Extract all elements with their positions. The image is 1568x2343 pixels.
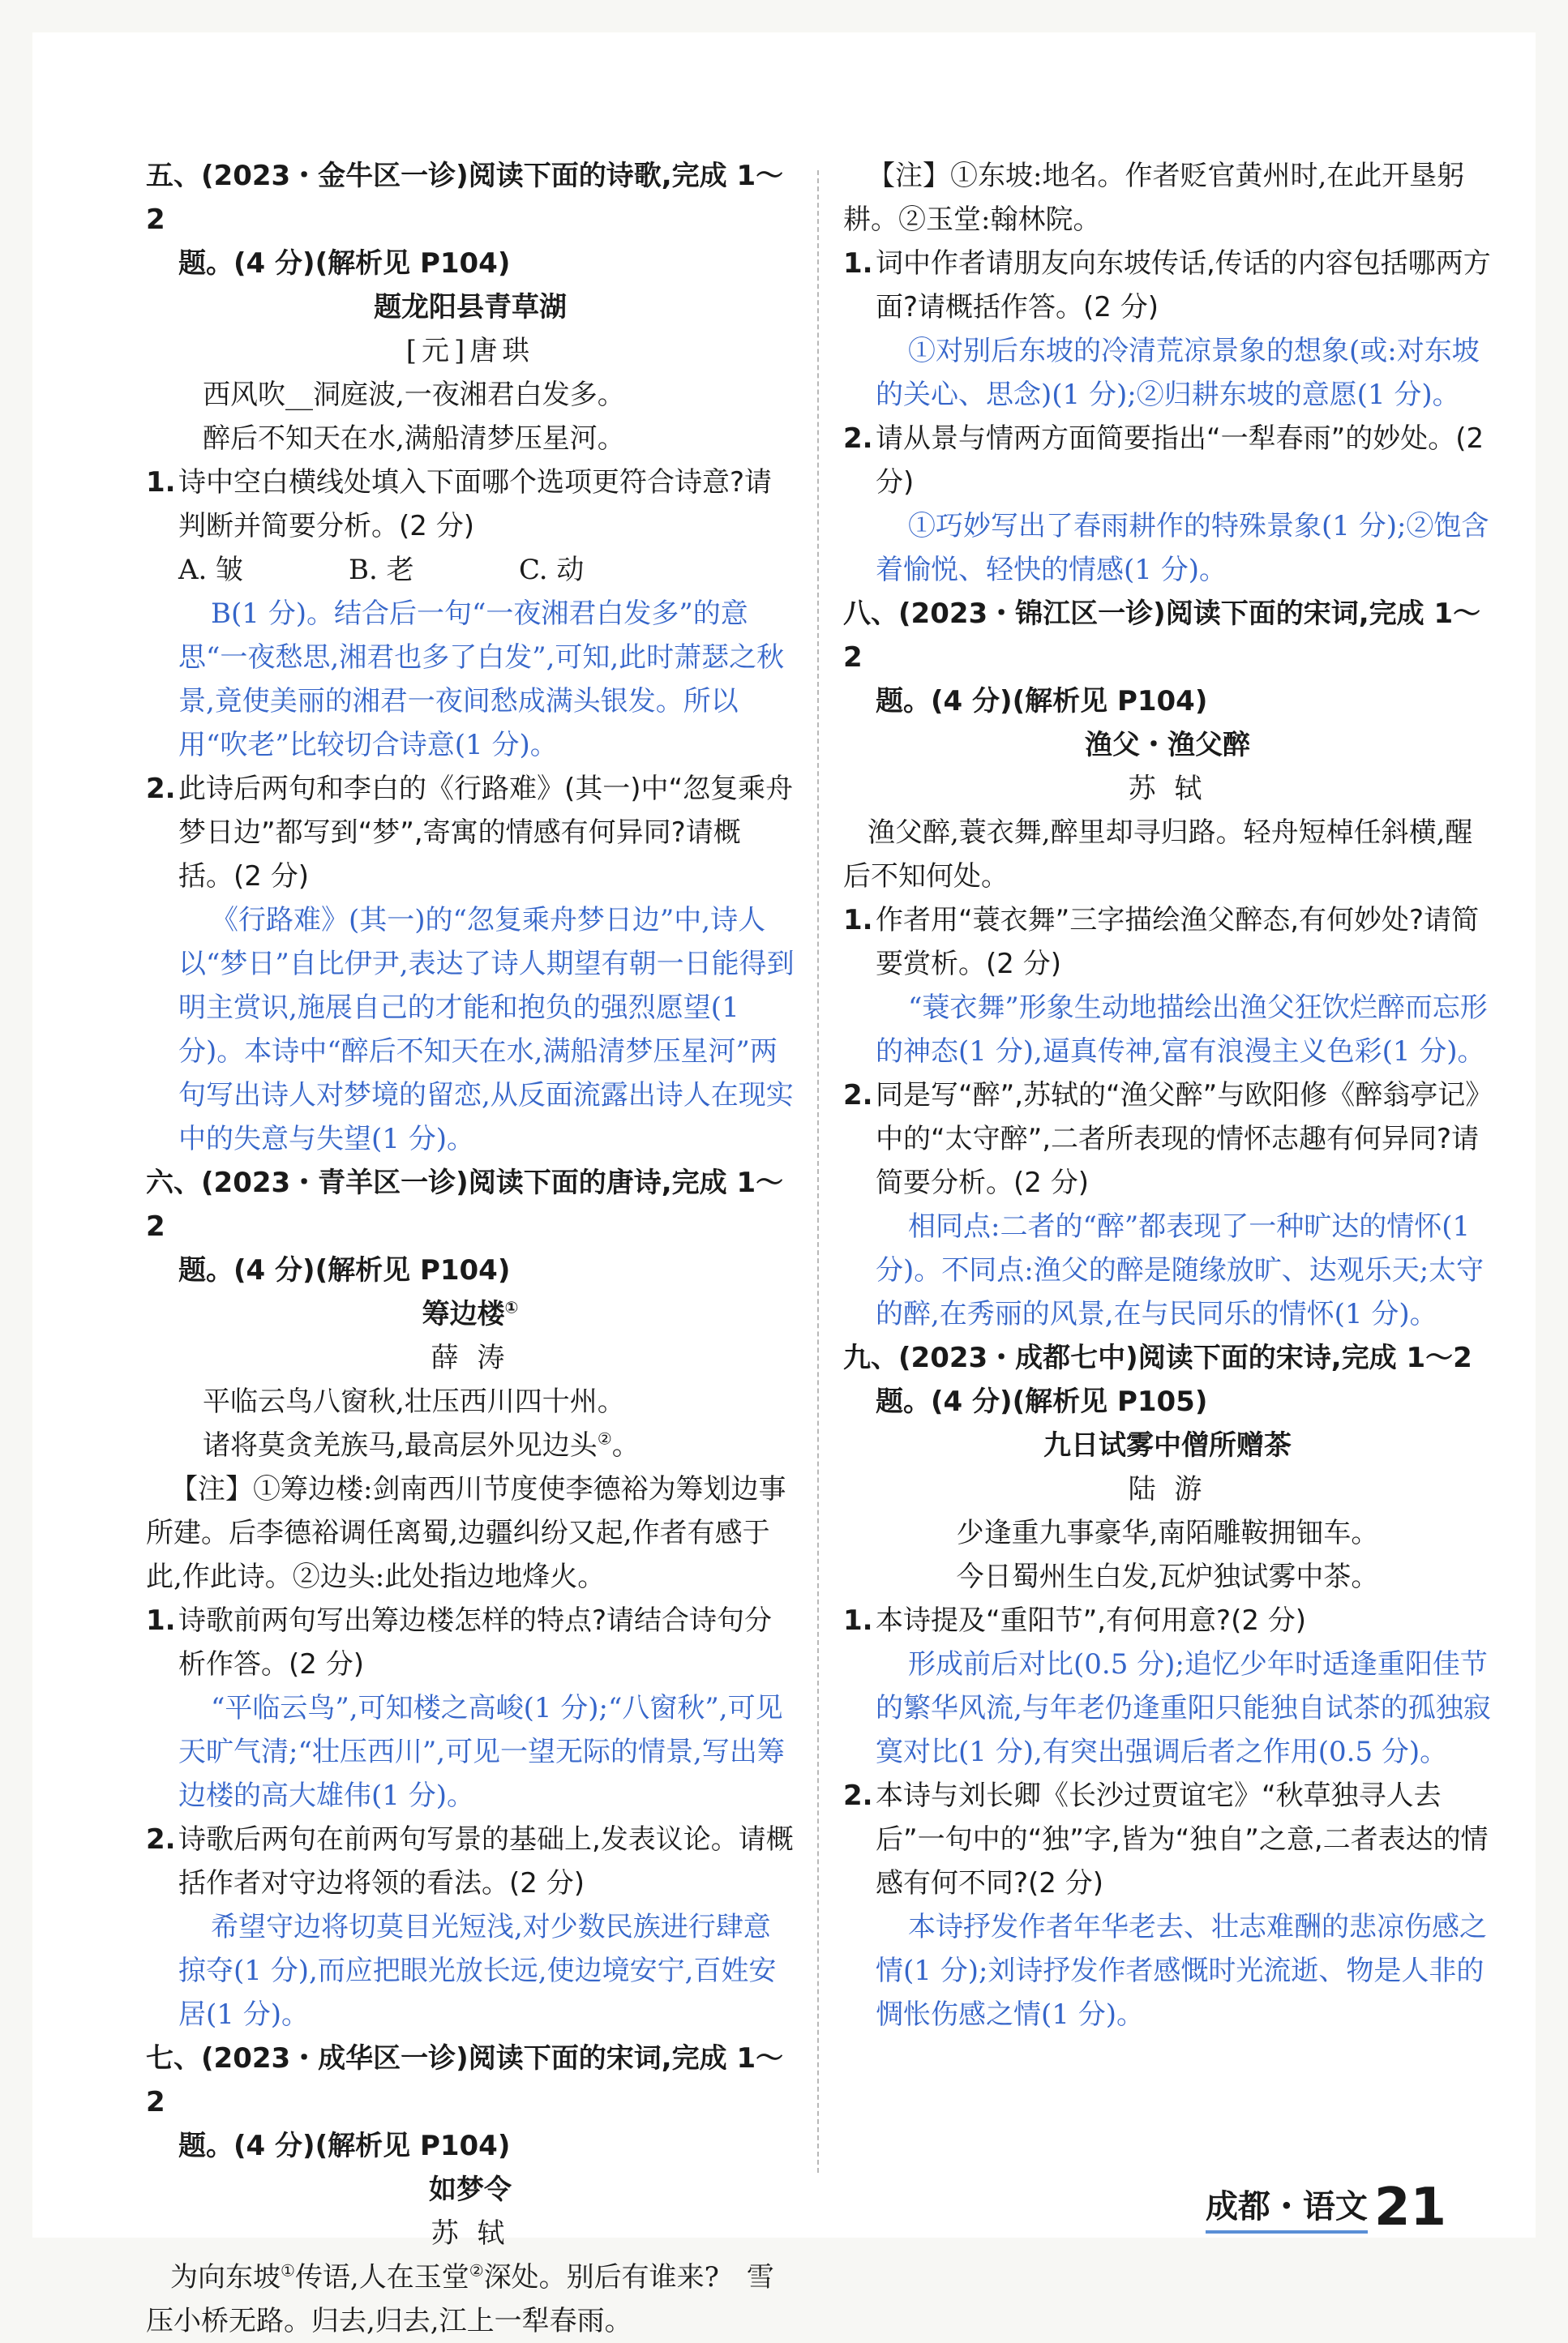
question-number: 1. xyxy=(843,904,873,936)
question-number: 1. xyxy=(146,1604,176,1637)
footnote-mark: ② xyxy=(597,1429,612,1449)
left-column xyxy=(146,154,795,2343)
answer: 本诗抒发作者年华老去、壮志难酬的悲凉伤感之情(1 分);刘诗抒发作者感慨时光流逝、物是人非的惆怅伤感之情(1 分)。 xyxy=(876,1911,1487,2031)
poem-line: 醉后不知天在水,满船清梦压星河。 xyxy=(203,422,625,455)
footnote-mark: ① xyxy=(281,2260,295,2281)
answer: “蓑衣舞”形象生动地描绘出渔父狂饮烂醉而忘形的神态(1 分),逼真传神,富有浪漫主义色彩(1 分)。 xyxy=(876,992,1488,1068)
poem-text: 为向东坡①传语,人在玉堂②深处。别后有谁来? 雪压小桥无路。归去,归去,江上一犁春雨。 xyxy=(146,2260,774,2337)
poem-author: 苏 轼 xyxy=(431,2217,510,2250)
poem-text: 渔父醉,蓑衣舞,醉里却寻归路。轻舟短棹任斜横,醒后不知何处。 xyxy=(843,816,1473,893)
section-9-heading-cont: 题。(4 分)(解析见 P105) xyxy=(876,1386,1208,1418)
note: 【注】①筹边楼:剑南西川节度使李德裕为筹划边事所建。后李德裕调任离蜀,边疆纠纷又起,作者有感于此,作此诗。②边头:此处指边地烽火。 xyxy=(146,1473,786,1593)
page xyxy=(32,32,1536,2337)
question-text: 此诗后两句和李白的《行路难》(其一)中“忽复乘舟梦日边”都写到“梦”,寄寓的情感有何异同?请概括。(2 分) xyxy=(178,773,794,893)
footer-label: 成都・语文 xyxy=(1206,2181,1368,2234)
answer: B(1 分)。结合后一句“一夜湘君白发多”的意思“一夜愁思,湘君也多了白发”,可知,此时萧瑟之秋景,竟使美丽的湘君一夜间愁成满头银发。所以用“吹老”比较切合诗意(1 分)。 xyxy=(178,598,785,761)
section-7-heading: 七、(2023・成华区一诊)阅读下面的宋词,完成 1～2 xyxy=(146,2042,784,2118)
poem-author: 薛 涛 xyxy=(431,1342,510,1374)
column-divider xyxy=(817,170,819,2173)
question-number: 2. xyxy=(146,1823,176,1856)
section-7-heading-cont: 题。(4 分)(解析见 P104) xyxy=(178,2130,511,2162)
page-footer xyxy=(1205,2178,1446,2238)
answer: 形成前后对比(0.5 分);追忆少年时适逢重阳佳节的繁华风流,与年老仍逢重阳只能独自试茶的孤独寂寞对比(1 分),有突出强调后者之作用(0.5 分)。 xyxy=(876,1648,1491,1768)
question-number: 1. xyxy=(843,247,873,280)
question xyxy=(843,1599,1492,1643)
question-number: 1. xyxy=(843,1604,873,1637)
poem-line: 今日蜀州生白发,瓦炉独试雾中茶。 xyxy=(956,1561,1379,1593)
question xyxy=(843,1073,1492,1205)
answer: ①巧妙写出了春雨耕作的特殊景象(1 分);②饱含着愉悦、轻快的情感(1 分)。 xyxy=(876,510,1489,586)
section-8-heading: 八、(2023・锦江区一诊)阅读下面的宋词,完成 1～2 xyxy=(843,598,1481,674)
poem-line: 西风吹__洞庭波,一夜湘君白发多。 xyxy=(203,379,625,411)
answer: ①对别后东坡的冷清荒凉景象的想象(或:对东坡的关心、思念)(1 分);②归耕东坡的意愿(1 分)。 xyxy=(876,335,1480,411)
section-8-heading-cont: 题。(4 分)(解析见 P104) xyxy=(876,685,1208,717)
section-6-heading: 六、(2023・青羊区一诊)阅读下面的唐诗,完成 1～2 xyxy=(146,1167,784,1243)
right-column xyxy=(843,154,1492,2037)
poem-line: 诸将莫贪羌族马,最高层外见边头②。 xyxy=(203,1429,640,1462)
poem-title: 筹边楼① xyxy=(422,1297,519,1330)
note: 【注】①东坡:地名。作者贬官黄州时,在此开垦躬耕。②玉堂:翰林院。 xyxy=(843,160,1465,236)
question-number: 2. xyxy=(146,773,176,805)
question xyxy=(146,460,795,548)
page-number: 21 xyxy=(1373,2178,1446,2238)
question xyxy=(843,242,1492,329)
answer: 希望守边将切莫目光短浅,对少数民族进行肆意掠夺(1 分),而应把眼光放长远,使边境安宁,百姓安居(1 分)。 xyxy=(178,1911,777,2031)
question-text: 诗中空白横线处填入下面哪个选项更符合诗意?请判断并简要分析。(2 分) xyxy=(178,466,773,542)
answer: 相同点:二者的“醉”都表现了一种旷达的情怀(1 分)。不同点:渔父的醉是随缘放旷、达观乐天;太守的醉,在秀丽的风景,在与民同乐的情怀(1 分)。 xyxy=(876,1210,1484,1330)
section-9-heading: 九、(2023・成都七中)阅读下面的宋诗,完成 1～2 xyxy=(843,1342,1472,1374)
question xyxy=(843,898,1492,986)
poem-author: 苏 轼 xyxy=(1128,773,1207,805)
poem-title: 题龙阳县青草湖 xyxy=(374,291,567,323)
question-number: 2. xyxy=(843,1780,873,1812)
question xyxy=(146,767,795,898)
question-number: 1. xyxy=(146,466,176,499)
question-text: 请从景与情两方面简要指出“一犁春雨”的妙处。(2 分) xyxy=(876,422,1484,499)
answer: 《行路难》(其一)的“忽复乘舟梦日边”中,诗人以“梦日”自比伊尹,表达了诗人期望有朝一日能得到明主赏识,施展自己的才能和抱负的强烈愿望(1 分)。本诗中“醉后不知天在水,满船清梦压星河”两句写出诗人对梦境的留恋,从反面流露出诗人在现实中的失意与失望(1 分)。 xyxy=(178,904,795,1155)
poem-line: 少逢重九事豪华,南陌雕鞍拥钿车。 xyxy=(956,1517,1379,1549)
question-text: 本诗与刘长卿《长沙过贾谊宅》“秋草独寻人去后”一句中的“独”字,皆为“独自”之意,二者表达的情感有何不同?(2 分) xyxy=(876,1780,1489,1900)
poem-line: 平临云鸟八窗秋,壮压西川四十州。 xyxy=(203,1386,625,1418)
question-text: 本诗提及“重阳节”,有何用意?(2 分) xyxy=(876,1604,1307,1637)
question-text: 词中作者请朋友向东坡传话,传话的内容包括哪两方面?请概括作答。(2 分) xyxy=(876,247,1491,323)
options xyxy=(146,548,795,592)
question-text: 同是写“醉”,苏轼的“渔父醉”与欧阳修《醉翁亭记》中的“太守醉”,二者所表现的情怀志趣有何异同?请简要分析。(2 分) xyxy=(876,1079,1480,1199)
poem-author: [元]唐珙 xyxy=(405,335,535,367)
question xyxy=(146,1818,795,1905)
poem-author: 陆 游 xyxy=(1128,1473,1207,1506)
footnote-mark: ② xyxy=(469,2260,484,2281)
section-6-heading-cont: 题。(4 分)(解析见 P104) xyxy=(178,1254,511,1287)
question xyxy=(843,417,1492,504)
question-text: 作者用“蓑衣舞”三字描绘渔父醉态,有何妙处?请简要赏析。(2 分) xyxy=(876,904,1480,980)
option-a: A. 皱 xyxy=(178,554,244,586)
section-5-heading-cont: 题。(4 分)(解析见 P104) xyxy=(178,247,511,280)
question xyxy=(146,1599,795,1686)
poem-title: 九日试雾中僧所赠茶 xyxy=(1043,1429,1292,1462)
option-b: B. 老 xyxy=(349,554,414,586)
question-text: 诗歌后两句在前两句写景的基础上,发表议论。请概括作者对守边将领的看法。(2 分) xyxy=(178,1823,794,1900)
question xyxy=(843,1774,1492,1905)
question-text: 诗歌前两句写出筹边楼怎样的特点?请结合诗句分析作答。(2 分) xyxy=(178,1604,773,1681)
poem-title: 渔父・渔父醉 xyxy=(1085,729,1250,761)
poem-title: 如梦令 xyxy=(429,2174,512,2206)
section-5-heading: 五、(2023・金牛区一诊)阅读下面的诗歌,完成 1～2 xyxy=(146,160,784,236)
answer: “平临云鸟”,可知楼之高峻(1 分);“八窗秋”,可见天旷气清;“壮压西川”,可见一望无际的情景,写出筹边楼的高大雄伟(1 分)。 xyxy=(178,1692,785,1812)
question-number: 2. xyxy=(843,1079,873,1112)
question-number: 2. xyxy=(843,422,873,455)
option-c: C. 动 xyxy=(519,554,585,586)
footnote-mark: ① xyxy=(504,1297,519,1317)
